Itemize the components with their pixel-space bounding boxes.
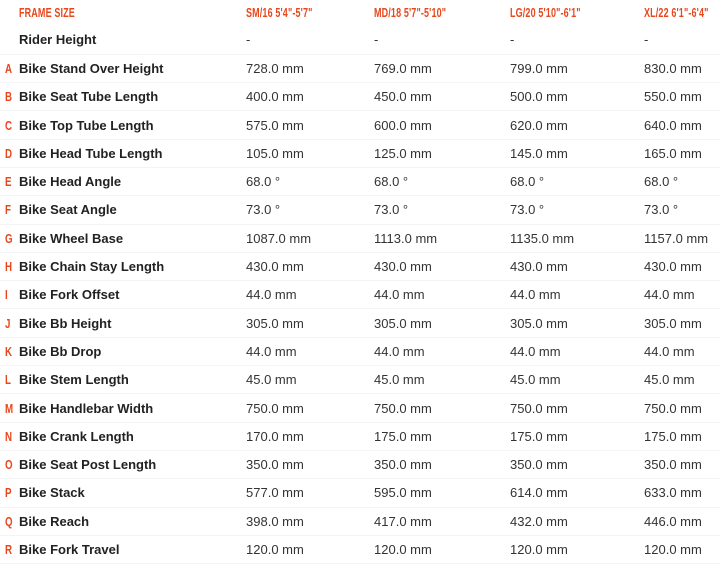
row-value: 73.0 ° — [510, 202, 545, 218]
row-value: 799.0 mm — [510, 60, 568, 76]
row-value: 769.0 mm — [374, 60, 432, 76]
row-value: 170.0 mm — [246, 428, 304, 444]
row-value: 120.0 mm — [246, 541, 304, 557]
row-label: Bike Chain Stay Length — [19, 259, 165, 275]
row-value: 350.0 mm — [510, 457, 568, 473]
frame-size-header: FRAME SIZE — [19, 6, 75, 20]
table-row — [0, 54, 720, 82]
row-letter — [0, 281, 19, 309]
row-letter — [0, 366, 19, 394]
row-letter-text: F — [5, 202, 11, 218]
row-value: 430.0 mm — [246, 259, 304, 275]
row-value: 750.0 mm — [644, 400, 702, 416]
row-label: Bike Head Angle — [19, 174, 122, 190]
row-letter-text: C — [5, 117, 13, 133]
row-value: 400.0 mm — [246, 89, 304, 105]
row-value: 45.0 mm — [374, 372, 425, 388]
row-value: 633.0 mm — [644, 485, 702, 501]
row-letter — [0, 111, 19, 139]
row-value: - — [246, 32, 251, 48]
table-row — [0, 167, 720, 195]
row-letter — [0, 337, 19, 365]
row-label: Bike Top Tube Length — [19, 117, 154, 133]
row-value: 830.0 mm — [644, 60, 702, 76]
row-letter — [0, 252, 19, 280]
row-value: 432.0 mm — [510, 513, 568, 529]
row-value: 44.0 mm — [374, 343, 425, 359]
row-value: 600.0 mm — [374, 117, 432, 133]
row-value: 68.0 ° — [644, 174, 679, 190]
row-value: 350.0 mm — [374, 457, 432, 473]
row-value: 430.0 mm — [510, 259, 568, 275]
row-value: 305.0 mm — [246, 315, 304, 331]
row-value: 305.0 mm — [510, 315, 568, 331]
size-header-lg: LG/20 5'10"-6'1" — [510, 6, 581, 20]
row-value: 1135.0 mm — [510, 230, 575, 246]
table-row — [0, 26, 720, 54]
table-row — [0, 309, 720, 337]
row-letter — [0, 422, 19, 450]
table-row — [0, 224, 720, 252]
size-header-xl: XL/22 6'1"-6'4" — [644, 6, 709, 20]
row-value: 45.0 mm — [246, 372, 297, 388]
row-label: Bike Seat Angle — [19, 202, 117, 218]
row-label: Bike Fork Travel — [19, 541, 120, 557]
row-value: 500.0 mm — [510, 89, 568, 105]
row-letter — [0, 479, 19, 507]
row-value: 120.0 mm — [374, 541, 432, 557]
row-value: 640.0 mm — [644, 117, 702, 133]
row-value: 73.0 ° — [246, 202, 281, 218]
row-value: 120.0 mm — [644, 541, 702, 557]
row-letter — [0, 26, 19, 54]
row-value: 430.0 mm — [374, 259, 432, 275]
table-row — [0, 507, 720, 535]
table-row — [0, 422, 720, 450]
row-label: Bike Stand Over Height — [19, 60, 164, 76]
row-value: 750.0 mm — [374, 400, 432, 416]
row-label: Bike Crank Length — [19, 428, 134, 444]
geometry-table-body — [0, 26, 720, 564]
row-value: - — [510, 32, 515, 48]
row-value: 165.0 mm — [644, 145, 702, 161]
row-label: Rider Height — [19, 32, 97, 48]
table-row — [0, 196, 720, 224]
row-value: 68.0 ° — [374, 174, 409, 190]
row-label: Bike Reach — [19, 513, 90, 529]
row-value: 446.0 mm — [644, 513, 702, 529]
row-value: 175.0 mm — [510, 428, 568, 444]
row-letter-text: M — [5, 400, 14, 416]
row-value: 728.0 mm — [246, 60, 304, 76]
row-letter-text: H — [5, 259, 13, 275]
row-letter — [0, 507, 19, 535]
row-letter — [0, 224, 19, 252]
table-row — [0, 111, 720, 139]
row-value: 750.0 mm — [510, 400, 568, 416]
row-value: 1087.0 mm — [246, 230, 312, 246]
row-letter — [0, 167, 19, 195]
row-value: 44.0 mm — [374, 287, 425, 303]
row-value: 577.0 mm — [246, 485, 304, 501]
row-label: Bike Bb Height — [19, 315, 112, 331]
row-letter-text: I — [5, 287, 8, 303]
row-letter-text: E — [5, 174, 12, 190]
row-value: 44.0 mm — [246, 343, 297, 359]
table-row — [0, 394, 720, 422]
row-letter — [0, 394, 19, 422]
row-value: 575.0 mm — [246, 117, 304, 133]
row-value: 73.0 ° — [644, 202, 679, 218]
row-letter-text: K — [5, 343, 13, 359]
row-value: 450.0 mm — [374, 89, 432, 105]
size-header-sm: SM/16 5'4"-5'7" — [246, 6, 313, 20]
row-value: 305.0 mm — [644, 315, 702, 331]
row-value: 175.0 mm — [374, 428, 432, 444]
size-header-md: MD/18 5'7"-5'10" — [374, 6, 447, 20]
row-value: 550.0 mm — [644, 89, 702, 105]
row-value: 44.0 mm — [644, 287, 695, 303]
row-letter-text: B — [5, 89, 13, 105]
row-value: 614.0 mm — [510, 485, 568, 501]
row-letter-text: N — [5, 428, 13, 444]
row-value: 175.0 mm — [644, 428, 702, 444]
row-value: 398.0 mm — [246, 513, 304, 529]
row-value: - — [644, 32, 649, 48]
row-value: 44.0 mm — [644, 343, 695, 359]
row-value: 105.0 mm — [246, 145, 304, 161]
row-value: 1157.0 mm — [644, 230, 709, 246]
table-row — [0, 252, 720, 280]
row-letter-text: J — [5, 315, 11, 331]
header-row — [0, 0, 720, 26]
row-value: 595.0 mm — [374, 485, 432, 501]
table-row — [0, 535, 720, 563]
row-label: Bike Fork Offset — [19, 287, 120, 303]
row-value: 1113.0 mm — [374, 230, 438, 246]
table-row — [0, 479, 720, 507]
row-value: 125.0 mm — [374, 145, 432, 161]
row-value: 44.0 mm — [510, 343, 561, 359]
row-letter — [0, 450, 19, 478]
row-letter-text: L — [5, 372, 11, 388]
row-label: Bike Seat Tube Length — [19, 89, 159, 105]
row-value: 350.0 mm — [246, 457, 304, 473]
row-letter — [0, 139, 19, 167]
row-letter-text: O — [5, 457, 13, 473]
row-value: 750.0 mm — [246, 400, 304, 416]
row-value: - — [374, 32, 379, 48]
table-row — [0, 139, 720, 167]
row-label: Bike Stem Length — [19, 372, 129, 388]
row-label: Bike Wheel Base — [19, 230, 124, 246]
row-value: 44.0 mm — [510, 287, 561, 303]
row-label: Bike Bb Drop — [19, 343, 102, 359]
row-letter — [0, 535, 19, 563]
row-value: 350.0 mm — [644, 457, 702, 473]
row-letter — [0, 54, 19, 82]
row-value: 68.0 ° — [246, 174, 281, 190]
row-value: 68.0 ° — [510, 174, 545, 190]
row-value: 305.0 mm — [374, 315, 432, 331]
row-value: 620.0 mm — [510, 117, 568, 133]
row-letter — [0, 309, 19, 337]
row-value: 44.0 mm — [246, 287, 297, 303]
row-letter — [0, 83, 19, 111]
row-label: Bike Seat Post Length — [19, 457, 157, 473]
row-label: Bike Handlebar Width — [19, 400, 154, 416]
row-label: Bike Head Tube Length — [19, 145, 163, 161]
table-row — [0, 366, 720, 394]
row-value: 73.0 ° — [374, 202, 409, 218]
row-label: Bike Stack — [19, 485, 85, 501]
row-letter-text: P — [5, 485, 12, 501]
row-letter — [0, 196, 19, 224]
row-letter-text: A — [5, 60, 13, 76]
table-row — [0, 450, 720, 478]
row-value: 145.0 mm — [510, 145, 568, 161]
row-value: 417.0 mm — [374, 513, 432, 529]
table-row — [0, 281, 720, 309]
row-value: 120.0 mm — [510, 541, 568, 557]
row-letter-text: G — [5, 230, 13, 246]
row-letter-text: Q — [5, 513, 13, 529]
table-row — [0, 337, 720, 365]
row-letter-text: R — [5, 541, 13, 557]
table-row — [0, 83, 720, 111]
row-letter-text: D — [5, 145, 13, 161]
row-value: 45.0 mm — [644, 372, 695, 388]
row-value: 45.0 mm — [510, 372, 561, 388]
row-value: 430.0 mm — [644, 259, 702, 275]
